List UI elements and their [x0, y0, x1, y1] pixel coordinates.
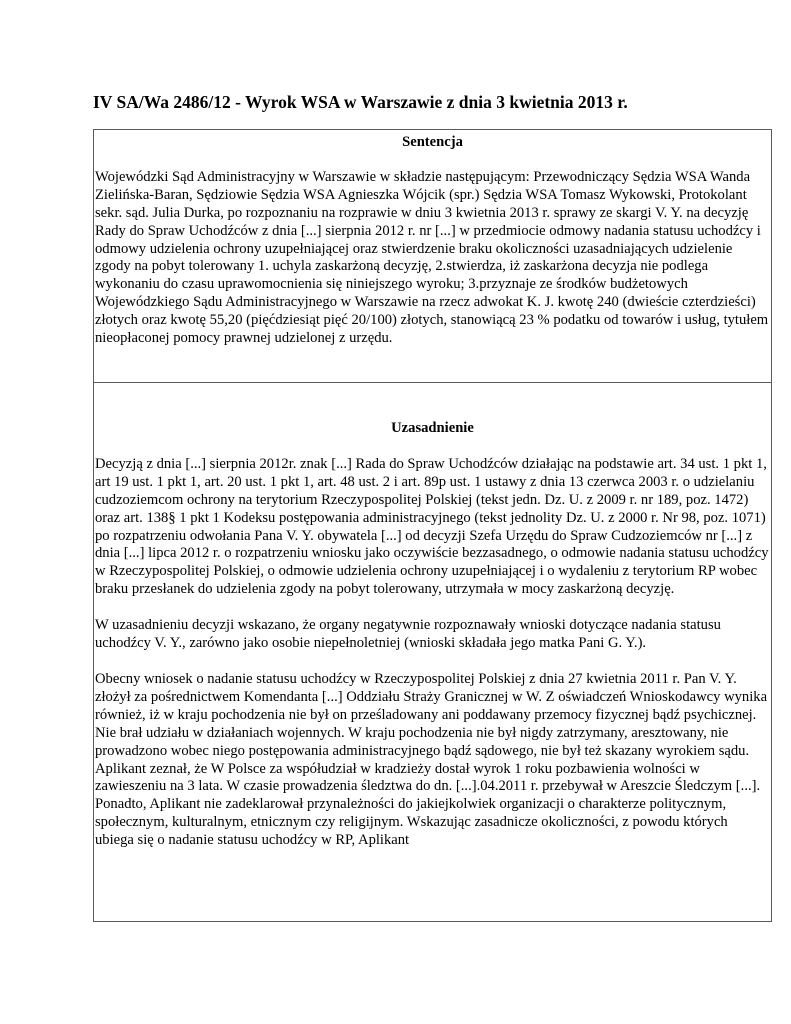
- sentencja-section: [93, 129, 772, 383]
- uzasadnienie-section: [93, 382, 772, 922]
- sentencja-text: Wojewódzki Sąd Administracyjny w Warszawie w składzie następującym: Przewodniczący Sędzia WSA Wanda Zielińska-Baran, Sędziowie Sędzia WSA Agnieszka Wójcik (spr.) Sędzia WSA Tomasz Wykowski, Protokolant sekr. sąd. Julia Durka, po rozpoznaniu na rozprawie w dniu 3 kwietnia 2013 r. sprawy ze skargi V. Y. na decyzję Rady do Spraw Uchodźców z dnia [...] sierpnia 2012 r. nr [...] w przedmiocie odmowy nadania statusu uchodźcy i odmowy udzielenia ochrony uzupełniającej oraz stwierdzenie braku okoliczności uzasadniających udzielenie zgody na pobyt tolerowany 1. uchyla zaskarżoną decyzję, 2.stwierdza, iż zaskarżona decyzja nie podlega wykonaniu do czasu uprawomocnienia się niniejszego wyroku; 3.przyznaje ze środków budżetowych Wojewódzkiego Sądu Administracyjnego w Warszawie na rzecz adwokat K. J. kwotę 240 (dwieście czterdzieści) złotych oraz kwotę 55,20 (pięćdziesiąt pięć 20/100) złotych, stanowiącą 23 % podatku od towarów i usług, tytułem nieopłaconej pomocy prawnej udzielonej z urzędu.: [95, 168, 769, 347]
- uzasadnienie-paragraph: W uzasadnieniu decyzji wskazano, że organy negatywnie rozpoznawały wnioski dotyczące nadania statusu uchodźcy V. Y., zarówno jako osobie niepełnoletniej (wnioski składała jego matka Pani G. Y.).: [95, 617, 721, 652]
- uzasadnienie-heading: Uzasadnienie: [391, 420, 474, 436]
- uzasadnienie-paragraph: Obecny wniosek o nadanie statusu uchodźcy w Rzeczypospolitej Polskiej z dnia 27 kwietnia 2011 r. Pan V. Y. złożył za pośrednictwem Komendanta [...] Oddziału Straży Granicznej w W. Z oświadczeń Wnioskodawcy wynika również, iż w kraju pochodzenia nie był on prześladowany ani poddawany przemocy fizycznej bądź psychicznej. Nie brał udziału w działaniach wojennych. W kraju pochodzenia nie był nigdy zatrzymany, aresztowany, nie prowadzono wobec niego postępowania administracyjnego bądź sądowego, nie był też skazany wyrokiem sądu. Aplikant zeznał, że W Polsce za współudział w kradzieży dostał wyrok 1 roku pozbawienia wolności w zawieszeniu na 3 lata. W czasie prowadzenia śledztwa do dn. [...].04.2011 r. przebywał w Areszcie Śledczym [...]. Ponadto, Aplikant nie zadeklarował przynależności do jakiejkolwiek organizacji o charakterze politycznym, społecznym, kulturalnym, etnicznym czy religijnym. Wskazując zasadnicze okoliczności, z powodu których ubiega się o nadanie statusu uchodźcy w RP, Aplikant: [95, 670, 768, 849]
- document-title: IV SA/Wa 2486/12 - Wyrok WSA w Warszawie z dnia 3 kwietnia 2013 r.: [93, 92, 628, 112]
- uzasadnienie-paragraph: Decyzją z dnia [...] sierpnia 2012r. znak [...] Rada do Spraw Uchodźców działając na podstawie art. 34 ust. 1 pkt 1, art 19 ust. 1 pkt 1, art. 20 ust. 1 pkt 1, art. 48 ust. 2 i art. 89p ust. 1 ustawy z dnia 13 czerwca 2003 r. o udzielaniu cudzoziemcom ochrony na terytorium Rzeczypospolitej Polskiej (tekst jedn. Dz. U. z 2009 r. nr 189, poz. 1472) oraz art. 138§ 1 pkt 1 Kodeksu postępowania administracyjnego (tekst jednolity Dz. U. z 2000 r. Nr 98, poz. 1071) po rozpatrzeniu odwołania Pana V. Y. obywatela [...] od decyzji Szefa Urzędu do Spraw Cudzoziemców nr [...] z dnia [...] lipca 2012 r. o rozpatrzeniu wniosku jako oczywiście bezzasadnego, o odmowie nadania statusu uchodźcy w Rzeczypospolitej Polskiej, o odmowie udzielenia ochrony uzupełniającej i o wydaleniu z terytorium RP wobec braku przesłanek do udzielenia zgody na pobyt tolerowany, utrzymała w mocy zaskarżoną decyzję.: [95, 455, 769, 598]
- sentencja-heading: Sentencja: [402, 134, 463, 150]
